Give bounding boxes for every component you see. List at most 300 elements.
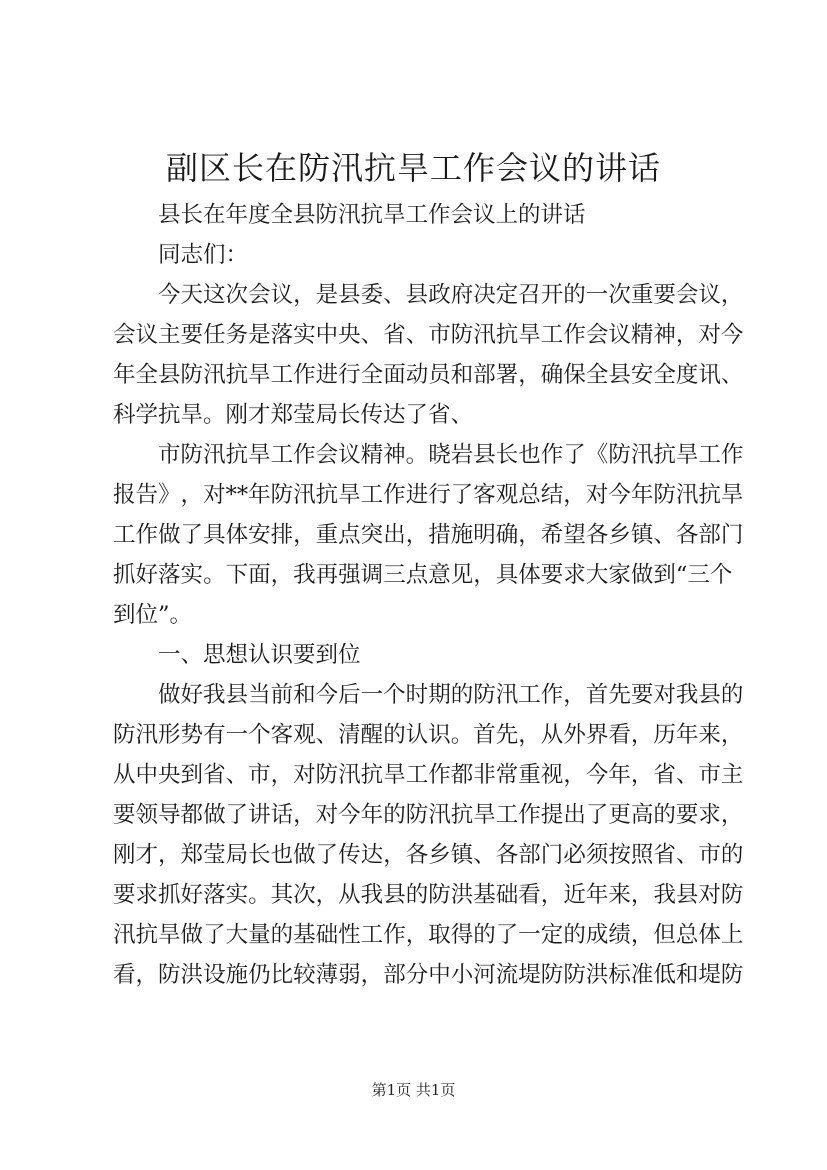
- line-char: 堤: [698, 962, 721, 988]
- line-char: 抗: [495, 322, 519, 348]
- line-char: 防: [405, 802, 429, 828]
- line-char: 要: [113, 802, 136, 828]
- line-char: 作: [518, 802, 541, 828]
- line-char: 旱: [720, 482, 744, 508]
- line-char: ，: [518, 362, 541, 388]
- paragraph-line: [113, 755, 744, 795]
- line-char: 门: [720, 522, 744, 548]
- line-char: 、: [720, 362, 744, 388]
- line-char: 工: [360, 482, 384, 508]
- subtitle-line: [113, 195, 723, 235]
- line-char: 年: [248, 482, 271, 508]
- line-char: 好: [135, 562, 159, 588]
- line-char: 动: [405, 362, 429, 388]
- line-char: 是: [315, 282, 339, 308]
- line-char: 实: [180, 562, 204, 588]
- line-char: ，: [720, 282, 744, 308]
- line-char: 性: [338, 922, 361, 948]
- line-char: 今: [585, 762, 609, 788]
- line-char: 汛: [203, 442, 226, 468]
- line-char: 汛: [338, 762, 361, 788]
- line-char: 也: [518, 442, 541, 468]
- line-char: 当: [248, 682, 271, 708]
- line-char: 洪: [585, 962, 609, 988]
- line-char: ，: [270, 762, 294, 788]
- line-char: 莹: [203, 842, 226, 868]
- line-char: 神: [653, 322, 676, 348]
- line-char: 作: [293, 362, 316, 388]
- line-char: 工: [270, 362, 294, 388]
- line-char: 看: [113, 962, 136, 988]
- line-char: 议: [338, 442, 361, 468]
- line-char: 会: [315, 442, 339, 468]
- line-char: 求: [698, 802, 721, 828]
- line-char: 其: [270, 882, 294, 908]
- line-char: 精: [360, 442, 384, 468]
- line-char: 时: [405, 682, 429, 708]
- paragraph-line: [113, 915, 744, 955]
- line-char: 县: [675, 882, 699, 908]
- line-char: 中: [428, 962, 451, 988]
- line-char: 传: [338, 842, 361, 868]
- line-char: 达: [360, 842, 384, 868]
- line-char: 天: [180, 282, 204, 308]
- line-char: 防: [720, 962, 744, 988]
- line-char: 抗: [450, 802, 474, 828]
- line-char: 面: [383, 362, 406, 388]
- line-char: 旱: [518, 322, 541, 348]
- line-char: ，: [675, 322, 699, 348]
- line-char: 到: [653, 562, 676, 588]
- line-char: 旱: [158, 922, 181, 948]
- line-char: 进: [405, 482, 429, 508]
- line-char: 抗: [360, 762, 384, 788]
- line-char: 设: [203, 962, 226, 988]
- line-char: ，: [270, 562, 294, 588]
- line-char: 必: [563, 842, 586, 868]
- line-char: 的: [720, 682, 744, 708]
- line-char: 作: [383, 482, 406, 508]
- line-char: 县: [405, 282, 429, 308]
- line-char: ，: [518, 522, 541, 548]
- line-char: 工: [360, 922, 384, 948]
- line-char: ，: [563, 682, 586, 708]
- line-char: 县: [473, 442, 496, 468]
- paragraph-line: [113, 595, 723, 635]
- line-char: 防: [158, 962, 181, 988]
- line-char: ，: [720, 722, 744, 748]
- line-char: 的: [405, 882, 429, 908]
- line-char: 落: [203, 882, 226, 908]
- line-char: 个: [709, 562, 733, 588]
- line-char: 我: [675, 682, 699, 708]
- line-char: 、: [383, 282, 406, 308]
- line-char: 保: [563, 362, 586, 388]
- line-char: 抗: [225, 442, 249, 468]
- line-char: 的: [563, 922, 586, 948]
- line-char: 意: [428, 562, 451, 588]
- paragraph-line: [113, 475, 744, 515]
- line-char: 中: [315, 322, 339, 348]
- line-char: 从: [338, 882, 361, 908]
- line-char: 今: [720, 322, 744, 348]
- line-char: 汛: [495, 682, 519, 708]
- line-char: ，: [405, 522, 429, 548]
- line-char: 调: [360, 562, 384, 588]
- line-char: 了: [315, 842, 339, 868]
- line-char: 点: [338, 522, 361, 548]
- line-char: 观: [495, 482, 519, 508]
- line-char: 望: [563, 522, 586, 548]
- line-char: 的: [653, 802, 676, 828]
- line-char: 要: [113, 882, 136, 908]
- line-char: 议: [608, 322, 631, 348]
- line-char: 次: [225, 282, 249, 308]
- line-char: 非: [473, 762, 496, 788]
- line-char: 县: [383, 882, 406, 908]
- line-char: 县: [608, 362, 631, 388]
- line-char: 旱: [248, 442, 271, 468]
- line-char: 话: [270, 802, 294, 828]
- line-char: 了: [180, 522, 204, 548]
- line-char: 工: [405, 762, 429, 788]
- line-char: 。: [248, 882, 271, 908]
- line-char: 全: [653, 362, 676, 388]
- line-char: ，: [563, 762, 586, 788]
- line-char: 务: [225, 322, 249, 348]
- paragraph-line: [113, 555, 733, 595]
- line-char: 抗: [225, 362, 249, 388]
- line-char: 落: [270, 322, 294, 348]
- line-char: 础: [315, 922, 339, 948]
- line-char: 县: [698, 682, 721, 708]
- line-char: 央: [338, 322, 361, 348]
- line-char: “: [675, 562, 688, 588]
- line-char: 了: [203, 922, 226, 948]
- line-char: 局: [225, 842, 249, 868]
- line-char: 堤: [518, 962, 541, 988]
- line-char: 视: [540, 762, 564, 788]
- line-char: 防: [180, 442, 204, 468]
- line-char: 我: [293, 562, 316, 588]
- line-char: 抗: [653, 442, 676, 468]
- line-char: 重: [315, 522, 339, 548]
- line-char: 求: [563, 562, 586, 588]
- line-char: 洪: [450, 882, 474, 908]
- line-char: 一: [518, 922, 541, 948]
- line-char: 次: [608, 282, 631, 308]
- line-char: 高: [630, 802, 654, 828]
- line-char: 。: [405, 442, 429, 468]
- line-char: 和: [450, 362, 474, 388]
- line-char: 防: [450, 322, 474, 348]
- line-char: 市: [158, 442, 181, 468]
- line-char: 我: [203, 682, 226, 708]
- line-char: 分: [405, 962, 429, 988]
- line-char: 、: [405, 322, 429, 348]
- line-char: 较: [293, 962, 316, 988]
- line-char: 来: [698, 722, 721, 748]
- line-char: 流: [495, 962, 519, 988]
- line-char: 抓: [113, 562, 136, 588]
- line-char: 度: [675, 362, 699, 388]
- line-char: 年: [630, 482, 654, 508]
- line-char: 防: [270, 482, 294, 508]
- line-char: 个: [248, 722, 271, 748]
- line-char: 也: [270, 842, 294, 868]
- line-char: ，: [293, 282, 316, 308]
- line-char: 决: [473, 282, 496, 308]
- line-char: 防: [473, 682, 496, 708]
- line-char: 、: [653, 522, 676, 548]
- line-char: 工: [495, 802, 519, 828]
- line-char: 委: [360, 282, 384, 308]
- line-char: 行: [428, 482, 451, 508]
- line-text: 科学抗旱。刚才郑莹局长传达了省、: [113, 402, 474, 428]
- line-char: ，: [563, 482, 586, 508]
- line-char: 部: [383, 962, 406, 988]
- line-char: 量: [248, 922, 271, 948]
- line-char: 省: [383, 322, 406, 348]
- line-char: 弱: [338, 962, 361, 988]
- line-char: 神: [383, 442, 406, 468]
- line-char: 防: [180, 362, 204, 388]
- line-char: 做: [203, 802, 226, 828]
- line-char: 全: [135, 362, 159, 388]
- line-char: 对: [315, 802, 339, 828]
- line-char: 础: [495, 882, 519, 908]
- line-char: 县: [338, 282, 361, 308]
- line-char: 准: [630, 962, 654, 988]
- line-char: 了: [450, 482, 474, 508]
- line-char: 部: [698, 522, 721, 548]
- line-char: 署: [495, 362, 519, 388]
- line-char: 排: [270, 522, 294, 548]
- line-char: 三: [687, 562, 710, 588]
- line-char: 要: [630, 682, 654, 708]
- line-char: ，: [630, 722, 654, 748]
- line-char: 召: [518, 282, 541, 308]
- line-char: 安: [248, 522, 271, 548]
- line-char: 体: [225, 522, 249, 548]
- line-char: *: [236, 482, 249, 508]
- line-char: 全: [585, 362, 609, 388]
- line-char: 汛: [135, 722, 159, 748]
- line-char: 按: [608, 842, 631, 868]
- line-char: 洪: [180, 962, 204, 988]
- line-char: 清: [338, 722, 361, 748]
- line-char: 和: [293, 682, 316, 708]
- line-char: 观: [293, 722, 316, 748]
- line-char: 长: [495, 442, 519, 468]
- line-char: 后: [338, 682, 361, 708]
- line-char: ，: [518, 722, 541, 748]
- line-char: 首: [473, 722, 496, 748]
- line-char: 薄: [315, 962, 339, 988]
- line-char: 提: [540, 802, 564, 828]
- line-char: 导: [158, 802, 181, 828]
- line-char: 了: [225, 802, 249, 828]
- line-char: 基: [293, 922, 316, 948]
- line-char: 施: [450, 522, 474, 548]
- line-char: 。: [450, 722, 474, 748]
- line-char: 年: [585, 882, 609, 908]
- paragraph-line: [113, 435, 744, 475]
- line-char: 的: [383, 722, 406, 748]
- line-char: ，: [473, 562, 496, 588]
- line-char: 晓: [428, 442, 451, 468]
- line-char: 年: [360, 802, 384, 828]
- line-char: 强: [338, 562, 361, 588]
- line-char: 报: [113, 482, 136, 508]
- paragraph-line: [113, 395, 723, 435]
- line-char: 绩: [608, 922, 631, 948]
- line-char: 再: [315, 562, 339, 588]
- line-char: 做: [630, 562, 654, 588]
- line-char: 工: [540, 322, 564, 348]
- line-char: 确: [540, 362, 564, 388]
- line-char: 对: [698, 322, 721, 348]
- line-char: 郑: [180, 842, 204, 868]
- line-char: 防: [428, 882, 451, 908]
- line-char: 近: [563, 882, 586, 908]
- line-char: 三: [383, 562, 406, 588]
- line-char: 外: [563, 722, 586, 748]
- line-char: 省: [653, 762, 676, 788]
- line-char: 要: [540, 562, 564, 588]
- line-char: 防: [315, 762, 339, 788]
- line-char: 中: [135, 762, 159, 788]
- line-char: 了: [585, 802, 609, 828]
- line-char: 要: [180, 322, 204, 348]
- line-char: 市: [428, 322, 451, 348]
- line-char: 防: [563, 962, 586, 988]
- line-char: 镇: [450, 842, 474, 868]
- line-char: 各: [405, 842, 429, 868]
- line-char: 各: [495, 842, 519, 868]
- line-char: 从: [540, 722, 564, 748]
- paragraph-line: [113, 315, 744, 355]
- line-char: 汛: [630, 442, 654, 468]
- line-char: 对: [653, 682, 676, 708]
- line-char: ，: [293, 522, 316, 548]
- line-char: 会: [248, 282, 271, 308]
- line-char: 门: [540, 842, 564, 868]
- line-char: 比: [270, 962, 294, 988]
- line-char: 识: [428, 722, 451, 748]
- line-char: 来: [608, 882, 631, 908]
- line-char: 议: [135, 322, 159, 348]
- line-char: 客: [473, 482, 496, 508]
- line-char: 岩: [450, 442, 474, 468]
- line-char: 作: [720, 442, 744, 468]
- line-char: 防: [113, 722, 136, 748]
- line-text: 到位”。: [113, 602, 193, 628]
- line-char: 历: [653, 722, 676, 748]
- line-char: 年: [608, 762, 631, 788]
- line-char: 府: [450, 282, 474, 308]
- line-char: 汛: [113, 922, 136, 948]
- line-char: 讲: [248, 802, 271, 828]
- line-char: 年: [675, 722, 699, 748]
- line-char: 这: [203, 282, 226, 308]
- line-char: 做: [158, 522, 181, 548]
- line-char: 更: [608, 802, 631, 828]
- line-char: 今: [338, 802, 361, 828]
- salutation-line: [113, 235, 723, 275]
- line-char: 今: [158, 282, 181, 308]
- line-char: ，: [405, 922, 429, 948]
- line-char: 突: [360, 522, 384, 548]
- line-char: 我: [653, 882, 676, 908]
- line-char: 作: [135, 522, 159, 548]
- line-char: 年: [113, 362, 136, 388]
- line-char: 做: [293, 842, 316, 868]
- line-char: 做: [180, 922, 204, 948]
- line-char: 安: [630, 362, 654, 388]
- line-char: 旱: [675, 442, 699, 468]
- line-char: 告: [135, 482, 159, 508]
- line-char: 的: [270, 922, 294, 948]
- line-char: 得: [450, 922, 474, 948]
- paragraph-line: [113, 275, 744, 315]
- line-char: 要: [653, 282, 676, 308]
- line-char: 定: [495, 282, 519, 308]
- line-char: 前: [270, 682, 294, 708]
- line-char: 界: [585, 722, 609, 748]
- line-char: 具: [203, 522, 226, 548]
- line-char: 个: [383, 682, 406, 708]
- line-char: 认: [405, 722, 429, 748]
- line-char: 《: [585, 442, 609, 468]
- line-char: 部: [518, 842, 541, 868]
- line-char: 旱: [248, 362, 271, 388]
- line-char: 都: [180, 802, 204, 828]
- line-char: 措: [428, 522, 451, 548]
- line-char: 的: [473, 922, 496, 948]
- line-char: 醒: [360, 722, 384, 748]
- line-char: 先: [495, 722, 519, 748]
- line-char: 见: [450, 562, 474, 588]
- line-char: ，: [158, 842, 181, 868]
- line-char: 的: [450, 682, 474, 708]
- line-char: 防: [608, 442, 631, 468]
- line-char: 低: [653, 962, 676, 988]
- line-char: 点: [405, 562, 429, 588]
- line-char: 明: [473, 522, 496, 548]
- paragraph-line: [113, 675, 744, 715]
- line-char: 旱: [338, 482, 361, 508]
- line-char: 总: [518, 482, 541, 508]
- line-char: 取: [428, 922, 451, 948]
- line-char: 体: [518, 562, 541, 588]
- line-char: 任: [203, 322, 226, 348]
- line-char: 次: [293, 882, 316, 908]
- line-char: 防: [540, 962, 564, 988]
- line-char: 对: [203, 482, 226, 508]
- line-char: 落: [158, 562, 181, 588]
- line-char: 市: [698, 762, 721, 788]
- page-footer: 第1页 共1页: [371, 1081, 456, 1099]
- line-char: 刚: [113, 842, 136, 868]
- line-char: 抓: [158, 882, 181, 908]
- line-char: 抗: [135, 922, 159, 948]
- line-char: 形: [158, 722, 181, 748]
- paragraph-line: [113, 835, 744, 875]
- line-char: 从: [113, 762, 136, 788]
- line-char: 的: [383, 802, 406, 828]
- line-char: 成: [585, 922, 609, 948]
